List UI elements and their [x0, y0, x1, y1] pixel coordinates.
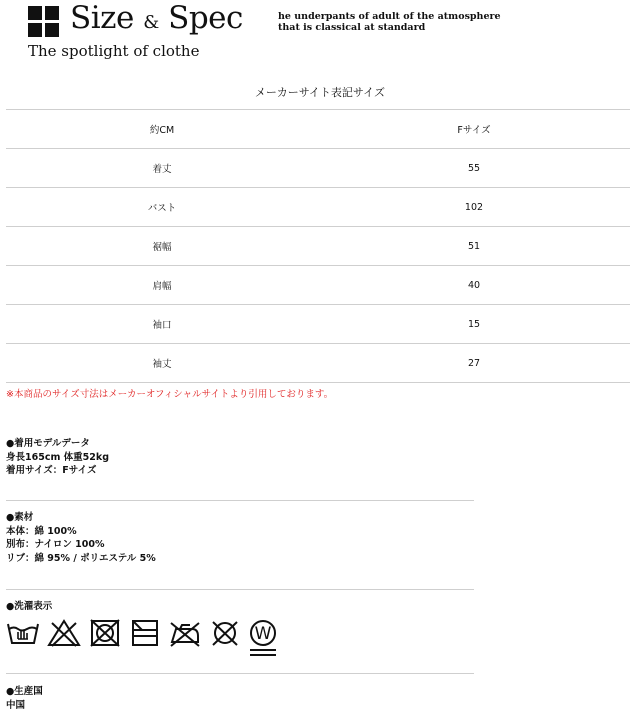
row-label: 袖口: [6, 305, 318, 344]
table-row: [6, 305, 630, 344]
brand-tagline: [278, 11, 501, 33]
origin-heading: ●生産国: [6, 686, 43, 697]
title-amp: &: [143, 12, 159, 33]
divider: [6, 500, 474, 501]
title-size: Size: [70, 0, 134, 36]
row-label: 袖丈: [6, 344, 318, 383]
no-iron-icon: [168, 618, 202, 648]
wet-clean-icon: [246, 618, 280, 658]
row-label: 肩幅: [6, 266, 318, 305]
row-label: バスト: [6, 188, 318, 227]
no-dry-clean-icon: [208, 618, 242, 648]
tagline-line-1: he underpants of adult of the atmosphere: [278, 11, 501, 22]
table-row: [6, 266, 630, 305]
material-heading: ●素材: [6, 512, 34, 523]
divider: [6, 673, 474, 674]
row-label: 裾幅: [6, 227, 318, 266]
table-header-cell: 約CM: [6, 110, 318, 149]
divider: [6, 589, 474, 590]
size-table-caption: メーカーサイト表記サイズ: [254, 86, 386, 99]
row-value: 15: [318, 305, 630, 344]
title-spec: Spec: [168, 0, 243, 36]
model-heading: ●着用モデルデータ: [6, 438, 90, 449]
logo-squares-icon: [28, 6, 60, 38]
origin-value: 中国: [6, 699, 26, 711]
size-source-note: ※本商品のサイズ寸法はメーカーオフィシャルサイトより引用しております。: [6, 389, 334, 400]
brand-title: [70, 0, 243, 36]
table-header-row: [6, 110, 630, 149]
hand-wash-icon: [6, 618, 40, 648]
no-bleach-icon: [47, 618, 81, 648]
row-value: 55: [318, 149, 630, 188]
row-value: 51: [318, 227, 630, 266]
brand-subtitle: The spotlight of clothe: [28, 42, 200, 60]
row-value: 102: [318, 188, 630, 227]
table-row: [6, 227, 630, 266]
table-header-cell: Fサイズ: [318, 110, 630, 149]
material-main: 本体：綿 100%: [6, 525, 77, 537]
table-row: [6, 149, 630, 188]
no-tumble-dry-icon: [88, 618, 122, 648]
model-body-size: 身長165cm 体重52kg: [6, 451, 110, 463]
row-value: 40: [318, 266, 630, 305]
model-wear-size: 着用サイズ：Fサイズ: [6, 465, 97, 476]
material-rib: リブ：綿 95% / ポリエステル 5%: [6, 552, 156, 564]
material-sub: 別布：ナイロン 100%: [6, 539, 105, 550]
material-section: [6, 511, 156, 565]
row-value: 27: [318, 344, 630, 383]
table-row: [6, 344, 630, 383]
care-label-icons: [6, 618, 296, 660]
care-heading: ●洗濯表示: [6, 601, 53, 612]
line-dry-shade-icon: [128, 618, 162, 648]
origin-section: [6, 685, 43, 712]
brand-header: [28, 0, 628, 62]
table-row: [6, 188, 630, 227]
model-section: [6, 437, 109, 478]
row-label: 着丈: [6, 149, 318, 188]
tagline-line-2: that is classical at standard: [278, 22, 426, 33]
size-table: [6, 109, 630, 383]
wet-clean-letter: W: [254, 624, 272, 644]
